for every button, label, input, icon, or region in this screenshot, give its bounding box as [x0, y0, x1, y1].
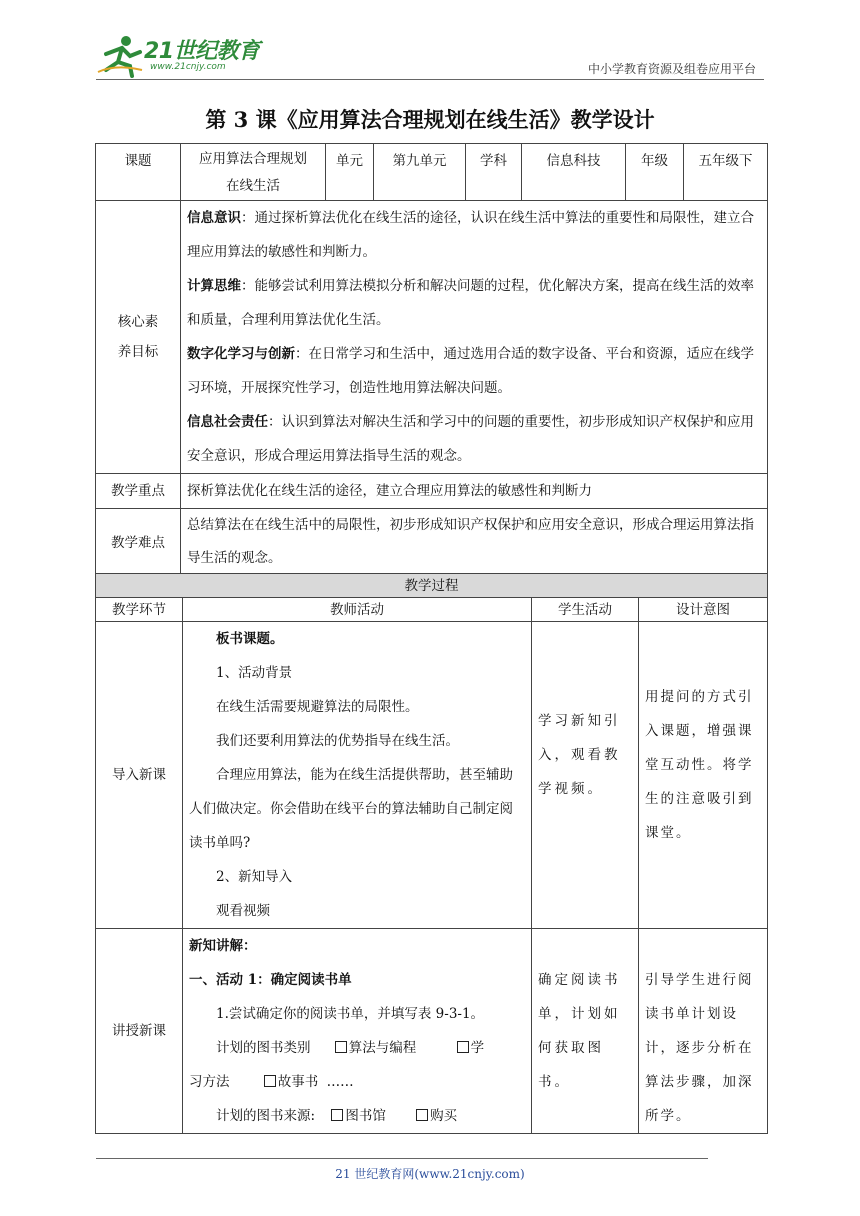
- difficulty-row: [96, 509, 768, 577]
- goal-text: ：通过探析算法优化在线生活的途径，认识在线生活中算法的重要性和局限性，建立合理应用算法的敏感性和判断力。: [187, 210, 754, 260]
- col-header-intent: 设计意图: [639, 598, 768, 622]
- col-header-stage: 教学环节: [96, 598, 183, 622]
- source-option[interactable]: [331, 1108, 386, 1124]
- goal-item: [187, 201, 761, 269]
- intro-intent: 用提问的方式引入课题，增强课堂互动性。将学生的注意吸引到课堂。: [639, 622, 768, 929]
- book-source-line: [189, 1099, 525, 1133]
- goal-head: 计算思维: [187, 278, 241, 294]
- intro-row: [96, 622, 768, 929]
- intro-line: 观看视频: [216, 903, 270, 919]
- goal-item: [187, 405, 761, 473]
- intro-line: 2、新知导入: [216, 869, 293, 885]
- checkbox-icon: [457, 1041, 469, 1053]
- subject-value: 信息科技: [522, 144, 626, 201]
- document-title: 第 3 课《应用算法合理规划在线生活》教学设计: [205, 107, 655, 132]
- goal-head: 数字化学习与创新: [187, 346, 295, 362]
- lecture-teacher: [183, 929, 532, 1134]
- topic-label: 课题: [96, 144, 181, 201]
- checkbox-icon: [335, 1041, 347, 1053]
- goals-row: [96, 201, 768, 474]
- category-option-label-cont: 习方法: [189, 1074, 230, 1090]
- intro-board-title: 板书课题。: [216, 631, 284, 647]
- lecture-student: 确定阅读书单，计划如何获取图书。: [532, 929, 639, 1134]
- unit-value: 第九单元: [374, 144, 466, 201]
- process-title-row: [96, 574, 768, 598]
- process-title: 教学过程: [96, 574, 768, 598]
- goal-head: 信息社会责任: [187, 414, 268, 430]
- category-label: 计划的图书类别: [216, 1040, 311, 1056]
- platform-name: 中小学教育资源及组卷应用平台: [587, 62, 756, 76]
- col-header-student: 学生活动: [532, 598, 639, 622]
- goals-label-line-2: 养目标: [117, 344, 159, 360]
- subject-label: 学科: [466, 144, 522, 201]
- goal-head: 信息意识: [187, 210, 241, 226]
- category-option-label: 故事书: [277, 1074, 319, 1090]
- logo-text: 21世纪教育: [144, 39, 260, 64]
- book-category-line-2: [189, 1065, 525, 1099]
- topic-line-2: 在线生活: [226, 178, 280, 194]
- intro-line: 合理应用算法，能为在线生活提供帮助，甚至辅助人们做决定。你会借助在线平台的算法辅助自己制定阅读书单吗?: [189, 767, 513, 851]
- lecture-head-1: 新知讲解：: [189, 938, 257, 954]
- intro-teacher: [183, 622, 532, 929]
- intro-line: [189, 622, 525, 656]
- book-category-line: [189, 1031, 525, 1065]
- intro-line: 1、活动背景: [216, 665, 293, 681]
- intro-line: 我们还要利用算法的优势指导在线生活。: [216, 733, 459, 749]
- checkbox-icon: [264, 1075, 276, 1087]
- goals-label-line-1: 核心素: [117, 314, 159, 330]
- site-logo: [96, 34, 266, 78]
- key-point-label: 教学重点: [96, 474, 181, 509]
- runner-logo-icon: [96, 34, 144, 78]
- goal-item: [187, 269, 761, 337]
- grade-value: 五年级下: [684, 144, 768, 201]
- intro-line: 在线生活需要规避算法的局限性。: [216, 699, 419, 715]
- category-more: ……: [326, 1074, 354, 1090]
- header-divider: [96, 79, 764, 80]
- goal-item: [187, 337, 761, 405]
- page-footer: 21 世纪教育网(www.21cnjy.com): [335, 1167, 525, 1181]
- grade-label: 年级: [626, 144, 684, 201]
- topic-value: [181, 144, 326, 201]
- key-point-text: 探析算法优化在线生活的途径，建立合理应用算法的敏感性和判断力: [181, 474, 768, 509]
- lecture-head-2: 一、活动 1：确定阅读书单: [189, 972, 352, 988]
- goal-text: ：能够尝试利用算法模拟分析和解决问题的过程，优化解决方案，提高在线生活的效率和质量，合理利用算法优化生活。: [187, 278, 754, 328]
- process-header-row: [96, 598, 768, 622]
- info-row: [96, 144, 768, 201]
- goal-text: ：在日常学习和生活中，通过选用合适的数字设备、平台和资源，适应在线学习环境，开展探究性学习，创造性地用算法解决问题。: [187, 346, 754, 396]
- checkbox-icon: [331, 1109, 343, 1121]
- intro-stage: 导入新课: [96, 622, 183, 929]
- lecture-intent: 引导学生进行阅读书单计划设计，逐步分析在算法步骤，加深所学。: [639, 929, 768, 1134]
- page-header: [0, 0, 860, 82]
- source-option-label: 图书馆: [345, 1108, 386, 1124]
- goals-label: [96, 201, 181, 474]
- checkbox-icon: [416, 1109, 428, 1121]
- footer-divider: [96, 1158, 708, 1159]
- source-option[interactable]: [416, 1108, 457, 1124]
- lesson-info-table: [95, 143, 768, 577]
- source-option-label: 购买: [430, 1108, 458, 1124]
- category-option-label: 学: [470, 1040, 485, 1056]
- category-option[interactable]: [457, 1040, 485, 1056]
- category-option[interactable]: [264, 1074, 319, 1090]
- difficulty-text: 总结算法在在线生活中的局限性，初步形成知识产权保护和应用安全意识，形成合理运用算法指导生活的观念。: [181, 509, 768, 577]
- difficulty-label: 教学难点: [96, 509, 181, 577]
- lecture-line: [189, 963, 525, 997]
- key-point-row: [96, 474, 768, 509]
- lecture-row: [96, 929, 768, 1134]
- intro-student: 学习新知引入，观看教学视频。: [532, 622, 639, 929]
- category-option[interactable]: [335, 1040, 417, 1056]
- topic-line-1: 应用算法合理规划: [199, 151, 307, 167]
- logo-url: www.21cnjy.com: [150, 62, 226, 72]
- lecture-stage: 讲授新课: [96, 929, 183, 1134]
- col-header-teacher: 教师活动: [183, 598, 532, 622]
- lecture-line: [189, 929, 525, 963]
- teaching-process-table: [95, 573, 768, 1134]
- source-label: 计划的图书来源:: [216, 1108, 316, 1124]
- lecture-line: 1.尝试确定你的阅读书单，并填写表 9-3-1。: [216, 1006, 485, 1022]
- category-option-label: 算法与编程: [348, 1040, 417, 1056]
- goals-content: [181, 201, 768, 474]
- goal-text: ：认识到算法对解决生活和学习中的问题的重要性，初步形成知识产权保护和应用安全意识，形成合理运用算法指导生活的观念。: [187, 414, 754, 464]
- unit-label: 单元: [326, 144, 374, 201]
